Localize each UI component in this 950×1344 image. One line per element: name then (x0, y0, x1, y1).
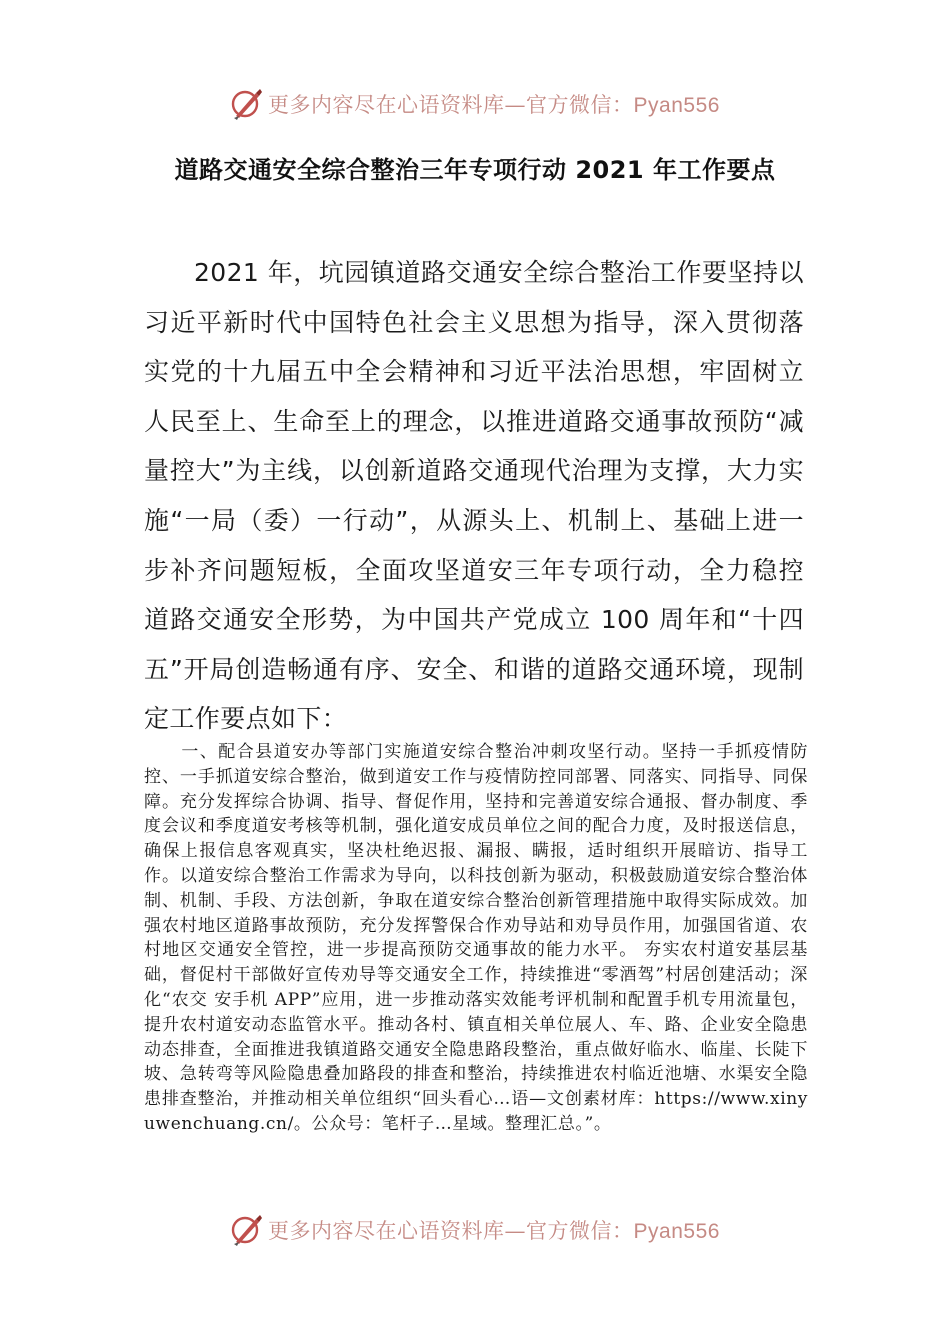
pen-logo-icon (230, 87, 264, 121)
watermark-wechat-id: Pyan556 (633, 1220, 720, 1243)
watermark-footer (0, 1210, 950, 1250)
document-title: 道路交通安全综合整治三年专项行动 2021 年工作要点 (174, 156, 776, 184)
watermark-header (0, 84, 950, 124)
watermark-wechat-id: Pyan556 (633, 94, 720, 117)
intro-paragraph: 2021 年，坑园镇道路交通安全综合整治工作要坚持以习近平新时代中国特色社会主义思想为指导，深入贯彻落实党的十九届五中全会精神和习近平法治思想，牢固树立人民至上、生命至上的理念，以推进道路交通事故预防“减量控大”为主线，以创新道路交通现代治理为支撑，大力实施“一局（委）一行动”，从源头上、机制上、基础上进一步补齐问题短板，全面攻坚道安三年专项行动，全力稳控道路交通安全形势，为中国共产党成立 100 周年和“十四五”开局创造畅通有序、安全、和谐的道路交通环境，现制定工作要点如下： (144, 258, 804, 734)
body-paragraph: 一、配合县道安办等部门实施道安综合整治冲刺攻坚行动。坚持一手抓疫情防控、一手抓道安综合整治，做到道安工作与疫情防控同部署、同落实、同指导、同保障。充分发挥综合协调、指导、督促作用，坚持和完善道安综合通报、督办制度、季度会议和季度道安考核等机制，强化道安成员单位之间的配合力度，及时报送信息，确保上报信息客观真实，坚决杜绝迟报、漏报、瞒报，适时组织开展暗访、指导工作。以道安综合整治工作需求为导向，以科技创新为驱动，积极鼓励道安综合整治体制、机制、手段、方法创新，争取在道安综合整治创新管理措施中取得实际成效。加强农村地区道路事故预防，充分发挥警保合作劝导站和劝导员作用，加强国省道、农村地区交通安全管控，进一步提高预防交通事故的能力水平。 夯实农村道安基层基础，督促村干部做好宣传劝导等交通安全工作，持续推进“零酒驾”村居创建活动；深化“农交 安手机 APP”应用，进一步推动落实效能考评机制和配置手机专用流量包，提升农村道安动态监管水平。推动各村、镇直相关单位展人、车、路、企业安全隐患动态排查，全面推进我镇道路交通安全隐患路段整治，重点做好临水、临崖、长陡下坡、急转弯等风险隐患叠加路段的排查和整治，持续推进农村临近池塘、水渠安全隐患排查整治，并推动相关单位组织“回头看心…语—文创素材库：https://www.xinyuwenchuang.cn/。公众号：笔杆子…星域。整理汇总。”。 (144, 742, 808, 1134)
pen-logo-icon (230, 1213, 264, 1247)
watermark-text: 更多内容尽在心语资料库—官方微信：Pyan556 (268, 93, 720, 117)
watermark-text: 更多内容尽在心语资料库—官方微信：Pyan556 (268, 1219, 720, 1243)
